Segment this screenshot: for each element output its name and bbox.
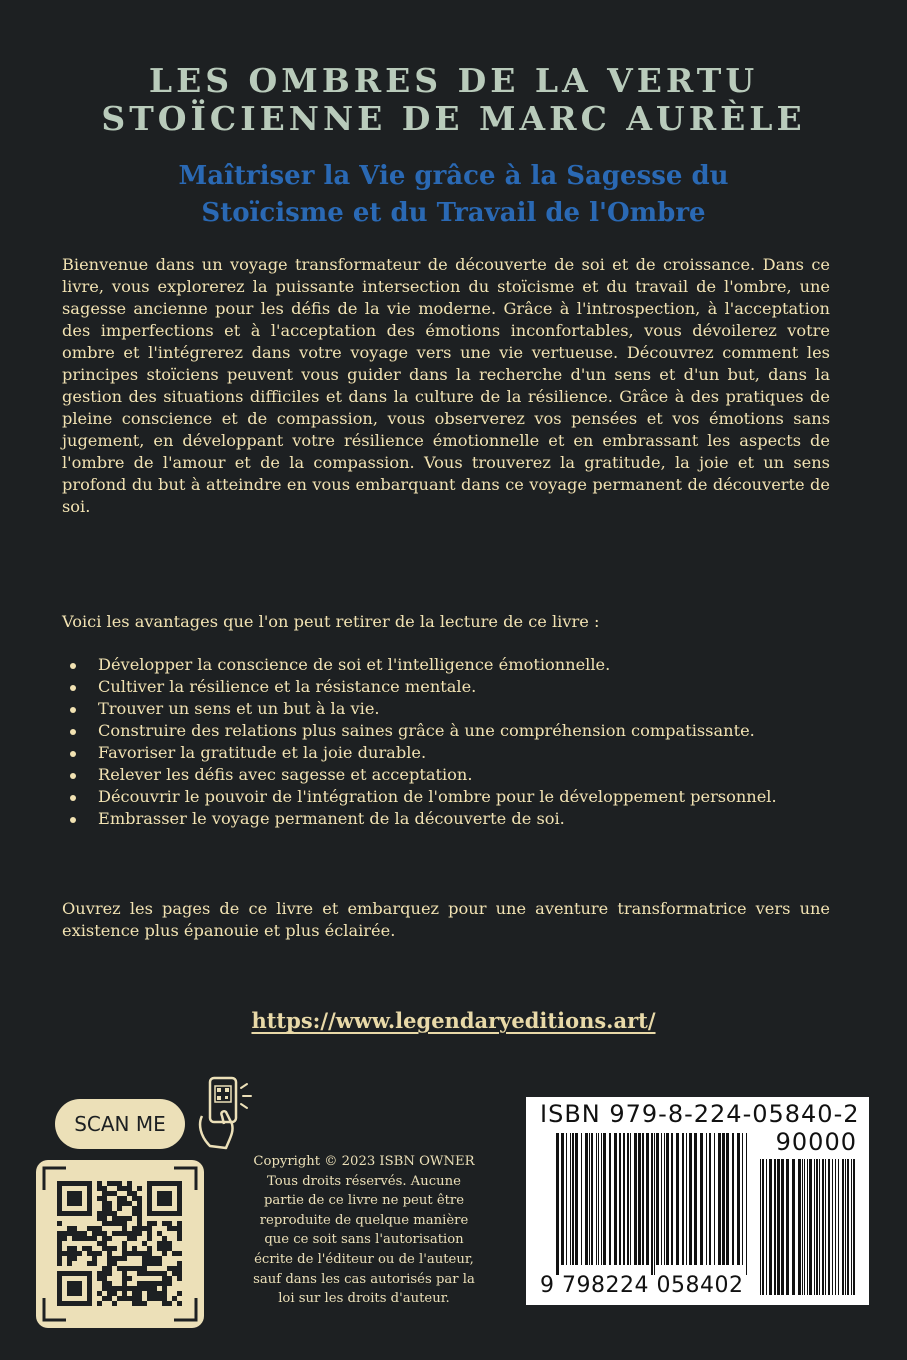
price-addon-code: 90000: [775, 1128, 857, 1156]
book-subtitle: [0, 158, 907, 232]
title-line-2: STOÏCIENNE DE MARC AURÈLE: [101, 99, 806, 138]
bullet-icon: [70, 729, 76, 735]
benefit-text: Trouver un sens et un but à la vie.: [98, 699, 380, 718]
bullet-icon: [70, 685, 76, 691]
copyright-notice: Copyright © 2023 ISBN OWNER Tous droits réservés. Aucune partie de ce livre ne peut être reproduite de quelque manière que ce soit sans l'autorisation écrite de l'éditeur ou de l'auteur, sauf dans les cas autorisés par la loi sur les droits d'auteur.: [253, 1154, 475, 1307]
isbn-barcode: [526, 1097, 869, 1305]
title-line-1: LES OMBRES DE LA VERTU: [148, 61, 759, 100]
list-item: [98, 698, 830, 720]
benefit-text: Embrasser le voyage permanent de la découverte de soi.: [98, 809, 565, 828]
bullet-icon: [70, 663, 76, 669]
scan-me-badge: SCAN ME: [55, 1099, 185, 1149]
qr-code[interactable]: [36, 1160, 204, 1328]
subtitle-line-1: Maîtriser la Vie grâce à la Sagesse du: [178, 161, 729, 191]
book-title: [0, 62, 907, 138]
list-item: [98, 786, 830, 808]
bullet-icon: [70, 751, 76, 757]
benefits-list: [62, 654, 830, 830]
website-link[interactable]: https://www.legendaryeditions.art/: [251, 1008, 656, 1033]
benefit-text: Découvrir le pouvoir de l'intégration de l'ombre pour le développement personnel.: [98, 787, 777, 806]
benefits-intro: Voici les avantages que l'on peut retirer de la lecture de ce livre :: [62, 612, 600, 631]
bullet-icon: [70, 707, 76, 713]
qr-code-pattern: [36, 1160, 204, 1328]
benefit-text: Relever les défis avec sagesse et acceptation.: [98, 765, 473, 784]
list-item: [98, 808, 830, 830]
list-item: [98, 676, 830, 698]
phone-scan-icon: [196, 1076, 256, 1150]
closing-paragraph: Ouvrez les pages de ce livre et embarquez pour une aventure transformatrice vers une existence plus épanouie et plus éclairée.: [62, 899, 830, 940]
bullet-icon: [70, 817, 76, 823]
benefit-text: Développer la conscience de soi et l'intelligence émotionnelle.: [98, 655, 611, 674]
isbn-label: ISBN 979-8-224-05840-2: [540, 1100, 860, 1128]
subtitle-line-2: Stoïcisme et du Travail de l'Ombre: [201, 198, 706, 228]
ean-digits: 9 798224 058402: [540, 1273, 744, 1298]
bullet-icon: [70, 773, 76, 779]
bullet-icon: [70, 795, 76, 801]
benefit-text: Cultiver la résilience et la résistance mentale.: [98, 677, 477, 696]
benefit-text: Favoriser la gratitude et la joie durable.: [98, 743, 427, 762]
intro-paragraph: Bienvenue dans un voyage transformateur de découverte de soi et de croissance. Dans ce livre, vous explorerez la puissante intersection du stoïcisme et du travail de l'ombre, une sagesse ancienne pour les défis de la vie moderne. Grâce à l'introspection, à l'acceptation des imperfections et à l'acceptation des émotions inconfortables, vous dévoilerez votre ombre et l'intégrerez dans votre voyage vers une vie vertueuse. Découvrez comment les principes stoïciens peuvent vous guider dans la recherche d'un sens et d'un but, dans la gestion des situations difficiles et dans la culture de la résilience. Grâce à des pratiques de pleine conscience et de compassion, vous observerez vos pensées et vos émotions sans jugement, en développant votre résilience émotionnelle et en embrassant les aspects de l'ombre de l'amour et de la compassion. Vous trouverez la gratitude, la joie et un sens profond du but à atteindre en vous embarquant dans ce voyage permanent de découverte de soi.: [62, 255, 830, 516]
list-item: [98, 654, 830, 676]
list-item: [98, 742, 830, 764]
list-item: [98, 764, 830, 786]
benefit-text: Construire des relations plus saines grâce à une compréhension compatissante.: [98, 721, 755, 740]
list-item: [98, 720, 830, 742]
